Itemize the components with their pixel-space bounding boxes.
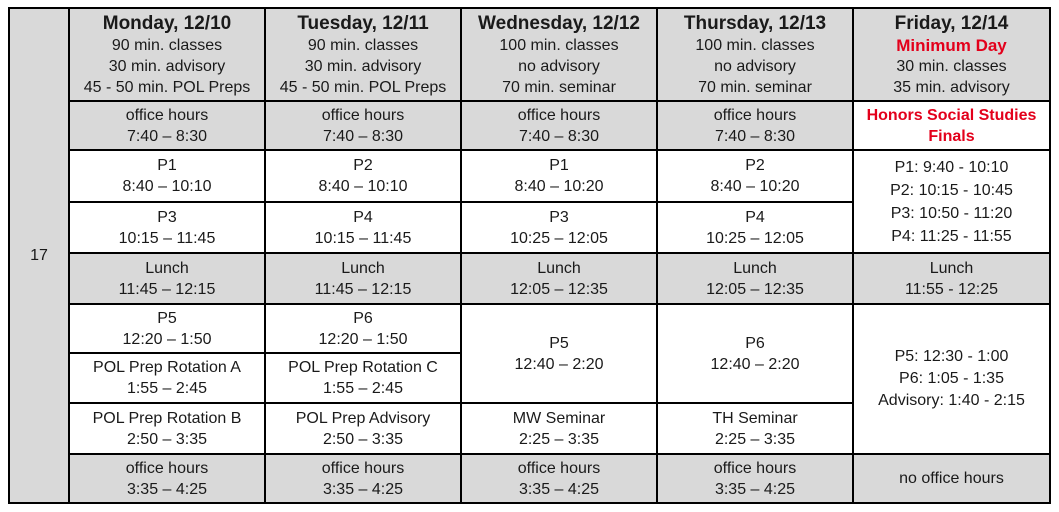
cell-office-hours [657,101,853,150]
cell-time: 12:05 – 12:35 [706,280,804,298]
cell-label: office hours [125,459,209,477]
cell-period [657,202,853,253]
day-note: 90 min. classes [307,36,419,54]
cell-label: P2 [745,157,765,174]
cell-seminar [461,403,657,454]
cell-period [461,150,657,202]
cell-label: Lunch [537,259,581,277]
cell-office-hours [69,101,265,150]
cell-time: 7:40 – 8:30 [126,127,208,145]
cell-label: MW Seminar [512,409,606,427]
cell-period [265,150,461,202]
cell-time: 11:45 – 12:15 [314,280,412,298]
cell-period-time: P2: 10:15 - 10:45 [890,181,1013,199]
cell-period [69,202,265,253]
cell-label: P4 [745,208,765,226]
cell-time: 1:55 – 2:45 [126,380,208,397]
cell-office-hours [69,454,265,503]
cell-lunch [69,253,265,304]
day-note: 45 - 50 min. POL Preps [83,78,251,96]
day-title: Monday, 12/10 [102,12,232,34]
day-note: 100 min. classes [695,36,815,54]
cell-pol-prep [265,403,461,454]
cell-label: POL Prep Rotation B [92,409,242,427]
cell-time: 11:45 – 12:15 [118,280,216,298]
cell-seminar [657,403,853,454]
cell-label: Lunch [929,259,974,277]
day-title: Tuesday, 12/11 [297,12,429,34]
cell-label: office hours [321,106,405,124]
cell-office-hours [265,101,461,150]
day-note: 35 min. advisory [893,78,1010,96]
day-note: no advisory [518,57,600,75]
cell-label: TH Seminar [712,409,798,427]
cell-time: 10:25 – 12:05 [510,229,608,247]
day-title: Friday, 12/14 [894,12,1009,34]
cell-lunch [265,253,461,304]
day-note: 30 min. advisory [108,57,226,75]
cell-label: P1 [549,157,569,174]
cell-period-time: P3: 10:50 - 11:20 [890,204,1013,222]
cell-no-office-hours [853,454,1050,503]
cell-label: P4 [353,208,373,226]
cell-lunch [657,253,853,304]
cell-time: 2:50 – 3:35 [126,430,208,448]
cell-office-hours [461,454,657,503]
minimum-day-label: Minimum Day [896,35,1007,55]
cell-time: 12:20 – 1:50 [318,330,408,348]
cell-friday-periods-pm [853,304,1050,454]
cell-period-time: P4: 11:25 - 11:55 [891,227,1012,245]
cell-label: POL Prep Rotation A [93,359,241,376]
cell-label: no office hours [899,470,1004,487]
cell-period [69,150,265,202]
cell-time: 8:40 – 10:20 [514,178,604,195]
cell-label: office hours [321,459,405,477]
cell-label: P5 [157,309,177,327]
cell-time: 2:50 – 3:35 [322,430,404,448]
cell-time: 10:15 – 11:45 [118,229,216,247]
day-header-friday [853,8,1050,101]
cell-time: 7:40 – 8:30 [518,127,600,145]
cell-time: 7:40 – 8:30 [714,127,796,145]
cell-pol-prep [265,353,461,403]
cell-time: 11:55 - 12:25 [904,280,999,298]
cell-time: 12:40 – 2:20 [710,355,800,373]
cell-time: 12:05 – 12:35 [510,280,608,298]
cell-time: 3:35 – 4:25 [714,480,796,498]
day-title: Wednesday, 12/12 [478,12,640,34]
cell-label: P1 [157,157,177,174]
cell-time: 8:40 – 10:10 [122,178,212,195]
cell-time: 3:35 – 4:25 [322,480,404,498]
cell-label: P6 [353,309,373,327]
cell-time: 7:40 – 8:30 [322,127,404,145]
cell-period [265,304,461,353]
day-header-monday [69,8,265,101]
cell-time: 8:40 – 10:10 [318,178,408,195]
cell-label: Honors Social Studies [866,106,1037,124]
schedule-table [8,7,1051,504]
day-note: 45 - 50 min. POL Preps [279,78,447,96]
cell-period [657,150,853,202]
day-note: 100 min. classes [499,36,619,54]
cell-label: POL Prep Rotation C [288,359,438,376]
day-header-tuesday [265,8,461,101]
cell-label: office hours [125,106,209,124]
cell-time: 10:15 – 11:45 [314,229,412,247]
cell-time: 2:25 – 3:35 [518,430,600,448]
cell-pol-prep [69,353,265,403]
week-number: 17 [9,8,69,503]
cell-time: 1:55 – 2:45 [322,380,404,397]
cell-lunch [461,253,657,304]
day-note: 70 min. seminar [698,78,812,96]
cell-office-hours [265,454,461,503]
cell-period [461,304,657,403]
cell-label: P6 [745,334,765,352]
cell-time: 3:35 – 4:25 [518,480,600,498]
cell-period-time: P1: 9:40 - 10:10 [894,158,1009,176]
cell-period [265,202,461,253]
cell-label: P3 [157,208,177,226]
cell-label: office hours [713,106,797,124]
cell-period-time: Advisory: 1:40 - 2:15 [878,392,1025,409]
day-note: no advisory [714,57,796,75]
cell-label: P2 [353,157,373,174]
day-note: 90 min. classes [111,36,223,54]
cell-label: POL Prep Advisory [295,409,431,427]
cell-honors-finals [853,101,1050,150]
cell-time: 8:40 – 10:20 [710,178,800,195]
cell-label: Lunch [733,259,777,277]
cell-office-hours [461,101,657,150]
cell-time: 12:20 – 1:50 [122,330,212,348]
cell-period-time: P6: 1:05 - 1:35 [899,370,1004,387]
day-note: 70 min. seminar [502,78,616,96]
cell-period-time: P5: 12:30 - 1:00 [894,348,1009,365]
cell-friday-periods-am [853,150,1050,253]
day-header-wednesday [461,8,657,101]
cell-office-hours [657,454,853,503]
cell-label: office hours [713,459,797,477]
cell-pol-prep [69,403,265,454]
cell-time: 10:25 – 12:05 [706,229,804,247]
day-header-thursday [657,8,853,101]
cell-label: Lunch [341,259,385,277]
cell-label: P3 [549,208,569,226]
cell-time: 2:25 – 3:35 [714,430,796,448]
cell-period [461,202,657,253]
cell-label: P5 [549,334,569,352]
cell-label: office hours [517,459,601,477]
cell-lunch [853,253,1050,304]
day-title: Thursday, 12/13 [683,12,827,34]
cell-label: office hours [517,106,601,124]
cell-time: 3:35 – 4:25 [126,480,208,498]
day-note: 30 min. advisory [304,57,422,75]
day-note: 30 min. classes [896,57,1007,75]
cell-label: Finals [928,127,975,145]
cell-period [657,304,853,403]
cell-label: Lunch [145,259,189,277]
cell-time: 12:40 – 2:20 [514,355,604,373]
cell-period [69,304,265,353]
